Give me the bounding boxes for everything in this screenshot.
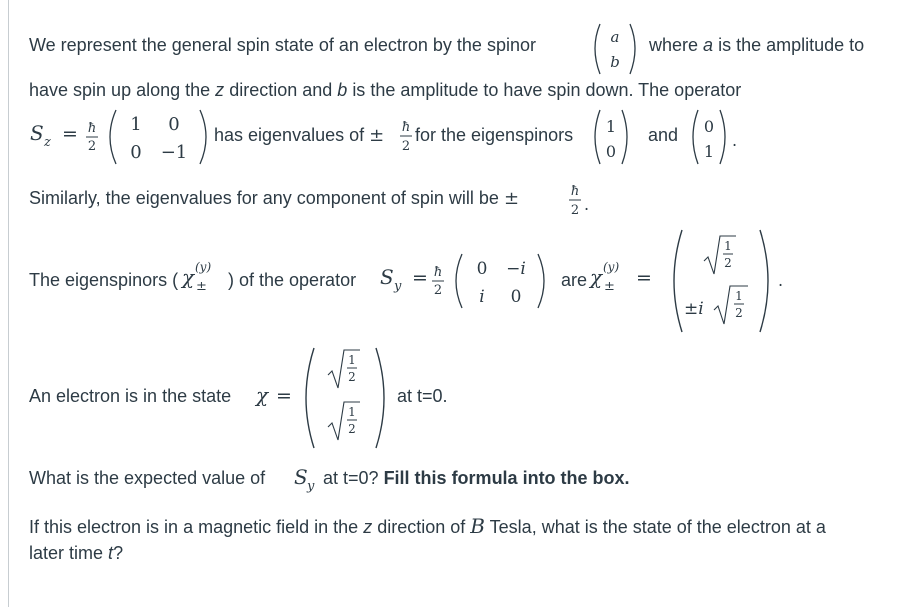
two: 2 [401, 139, 411, 154]
var-B: B [470, 514, 485, 538]
matrix-entry: 0 [476, 259, 488, 279]
word-and: and [648, 125, 679, 145]
chi-subscript: ± [604, 279, 615, 294]
frac-den: 2 [348, 422, 356, 436]
vec-entry: 1 [703, 142, 715, 161]
two: 2 [433, 283, 443, 298]
hbar-over-2 [399, 116, 413, 160]
two: 2 [570, 203, 580, 218]
equals-sign: = [62, 123, 78, 145]
frac-num: 1 [348, 353, 356, 367]
text-segment: Similarly, the eigenvalues for any component of spin will be [29, 188, 499, 208]
eigenspinor-up [590, 108, 634, 166]
sy-operator-equation [378, 252, 556, 310]
matrix-entry: −1 [160, 142, 188, 163]
operator-s: S [294, 465, 308, 489]
hbar: ħ [570, 184, 580, 199]
equals-sign: = [636, 267, 652, 289]
word-where: where [649, 35, 699, 55]
matrix-entry: 0 [130, 142, 142, 163]
var-b: b [337, 80, 348, 100]
spinor-b: b [610, 53, 620, 71]
sy-eigenspinor-vector [668, 228, 788, 334]
general-eigenvalue-text [29, 188, 519, 210]
matrix-entry: i [479, 287, 485, 307]
frac-den: 2 [735, 306, 743, 320]
text-segment: has eigenvalues of [214, 125, 365, 145]
plus-minus-i: ±i [684, 299, 704, 319]
text-segment: The eigenspinors ( [29, 270, 179, 290]
var-z: z [215, 80, 225, 100]
equals-sign: = [412, 267, 428, 289]
word-are: are [561, 270, 588, 290]
eigenspinor-down [688, 108, 748, 166]
hbar: ħ [401, 120, 411, 135]
period: . [778, 271, 784, 290]
var-t: t [108, 543, 114, 563]
question-expectation [29, 468, 265, 490]
text-segment: is the amplitude to have spin down. The operator [352, 80, 742, 100]
operator-sub: z [44, 135, 51, 150]
text-segment: direction and [229, 80, 333, 100]
matrix-entry: 1 [130, 114, 142, 135]
text-segment: for the eigenspinors [415, 125, 574, 145]
chi-symbol: χ [182, 265, 195, 289]
text-segment: later time [29, 543, 104, 563]
chi-superscript: (y) [603, 260, 620, 274]
chi-symbol: χ [256, 383, 269, 407]
eigenvalue-text [214, 125, 384, 147]
intro-text [29, 35, 536, 57]
chi-eq [256, 376, 304, 412]
instruction-bold: Fill this formula into the box. [383, 468, 630, 488]
state-text [29, 386, 231, 408]
amplitude-text: is the amplitude to [718, 35, 865, 55]
plus-minus: ± [503, 188, 520, 209]
hbar: ħ [87, 121, 97, 136]
text-segment: An electron is in the state [29, 386, 232, 406]
question-expectation-2 [323, 468, 630, 490]
sy-eigenspinor-text [29, 270, 178, 292]
chi-y-pm [182, 254, 230, 294]
intro-text-2 [649, 35, 864, 57]
hbar: ħ [433, 265, 443, 280]
text-segment: ) of the operator [228, 270, 357, 290]
initial-state-vector [300, 346, 390, 450]
vec-entry: 0 [703, 117, 715, 136]
frac-num: 1 [724, 239, 732, 253]
vec-entry: 1 [605, 117, 617, 136]
frac-num: 1 [348, 405, 356, 419]
period: . [584, 195, 590, 214]
sy-inline [294, 458, 324, 494]
operator-sub: y [394, 279, 402, 294]
spinor-ab [590, 22, 640, 78]
hbar-over-2-b [568, 180, 594, 224]
panel-left-border [8, 0, 9, 607]
chi-y-pm-2 [590, 254, 662, 294]
chi-superscript: (y) [195, 260, 212, 274]
var-z: z [363, 517, 373, 537]
text-segment: at t=0. [397, 386, 448, 406]
operator-sub: y [307, 479, 315, 494]
are-text [561, 270, 587, 292]
sz-operator-equation [28, 108, 218, 166]
text-segment: have spin up along the [29, 80, 211, 100]
intro-sentence: We represent the general spin state of an electron by the spinor [29, 35, 536, 55]
two: 2 [87, 139, 97, 154]
operator-text [228, 270, 356, 292]
question-mark: ? [113, 543, 124, 563]
matrix-entry: 0 [168, 114, 180, 135]
eigenspinor-text [415, 125, 573, 147]
text-segment: If this electron is in a magnetic field in the [29, 517, 359, 537]
frac-den: 2 [348, 370, 356, 384]
frac-num: 1 [735, 289, 743, 303]
and-text [648, 125, 678, 147]
period: . [732, 131, 738, 150]
matrix-entry: 0 [510, 287, 522, 307]
chi-subscript: ± [196, 279, 207, 294]
equals-sign: = [276, 385, 292, 407]
time-zero-text [397, 386, 448, 408]
chi-symbol: χ [590, 265, 603, 289]
text-segment: direction of [377, 517, 466, 537]
var-a: a [703, 35, 714, 55]
line-2 [29, 80, 741, 102]
text-segment: What is the expected value of [29, 468, 266, 488]
frac-den: 2 [724, 256, 732, 270]
plus-minus: ± [369, 125, 385, 146]
matrix-entry: −i [506, 259, 526, 279]
question-time-evolution-2 [29, 543, 123, 565]
operator-s: S [30, 121, 44, 145]
text-segment: Tesla, what is the state of the electron at a [489, 517, 826, 537]
operator-s: S [380, 265, 394, 289]
question-time-evolution [29, 514, 826, 539]
spinor-a: a [610, 28, 620, 46]
text-segment: at t=0? [323, 468, 379, 488]
vec-entry: 0 [605, 142, 617, 161]
